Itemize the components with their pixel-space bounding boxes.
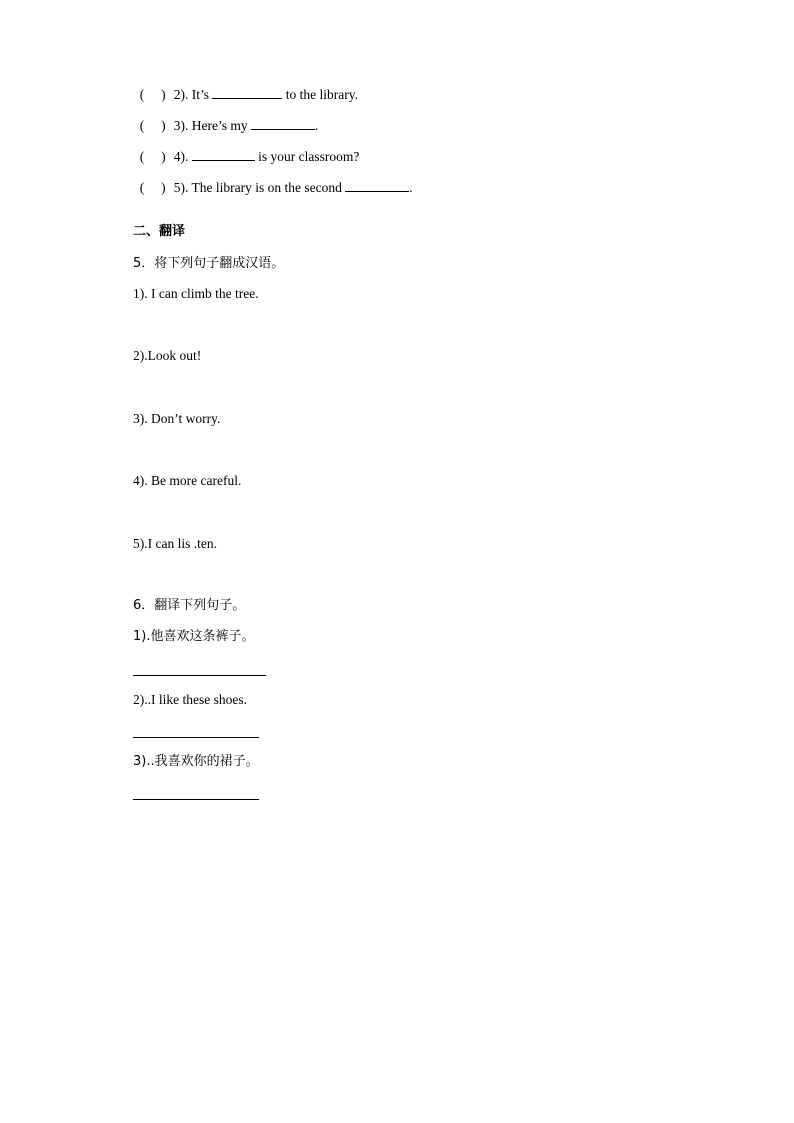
answer-paren[interactable]: ( ) bbox=[139, 149, 166, 164]
sentence-item: 2)..I like these shoes. bbox=[133, 692, 247, 707]
item-text-after: is your classroom? bbox=[254, 149, 360, 164]
item-text-before: 5). The library is on the second bbox=[173, 180, 346, 195]
fill-item bbox=[133, 160, 413, 197]
item-text-after: to the library. bbox=[282, 87, 358, 102]
question-title: 6．翻译下列句子。 bbox=[133, 598, 246, 613]
sentence-item: 4). Be more careful. bbox=[133, 473, 242, 488]
sentence-item: 5).I can lis .ten. bbox=[133, 536, 217, 551]
sentence-item: 3). Don’t worry. bbox=[133, 411, 221, 426]
blank-line[interactable] bbox=[251, 116, 315, 130]
answer-paren[interactable]: ( ) bbox=[139, 87, 166, 102]
answer-paren[interactable]: ( ) bbox=[139, 180, 166, 195]
blank-line[interactable] bbox=[212, 85, 282, 99]
question-title: 5．将下列句子翻成汉语。 bbox=[133, 256, 285, 271]
item-text-before: 3). Here’s my bbox=[173, 118, 251, 133]
item-text-before: 2). It’s bbox=[173, 87, 213, 102]
item-text-after: . bbox=[409, 180, 413, 195]
blank-line[interactable] bbox=[192, 147, 255, 161]
sentence-item: 2).Look out! bbox=[133, 348, 202, 363]
blank-line[interactable] bbox=[345, 178, 409, 192]
sentence-item: 3)..我喜欢你的裙子。 bbox=[133, 754, 259, 769]
item-text-before: 4). bbox=[173, 149, 192, 164]
item-text-after: . bbox=[314, 118, 319, 133]
answer-line[interactable] bbox=[133, 737, 259, 738]
sentence-item: 1).他喜欢这条裤子。 bbox=[133, 629, 255, 644]
sentence-item: 1). I can climb the tree. bbox=[133, 286, 259, 301]
section-heading: 二、翻译 bbox=[133, 224, 186, 239]
answer-line[interactable] bbox=[133, 799, 259, 800]
answer-line[interactable] bbox=[133, 675, 266, 676]
answer-paren[interactable]: ( ) bbox=[139, 118, 166, 133]
